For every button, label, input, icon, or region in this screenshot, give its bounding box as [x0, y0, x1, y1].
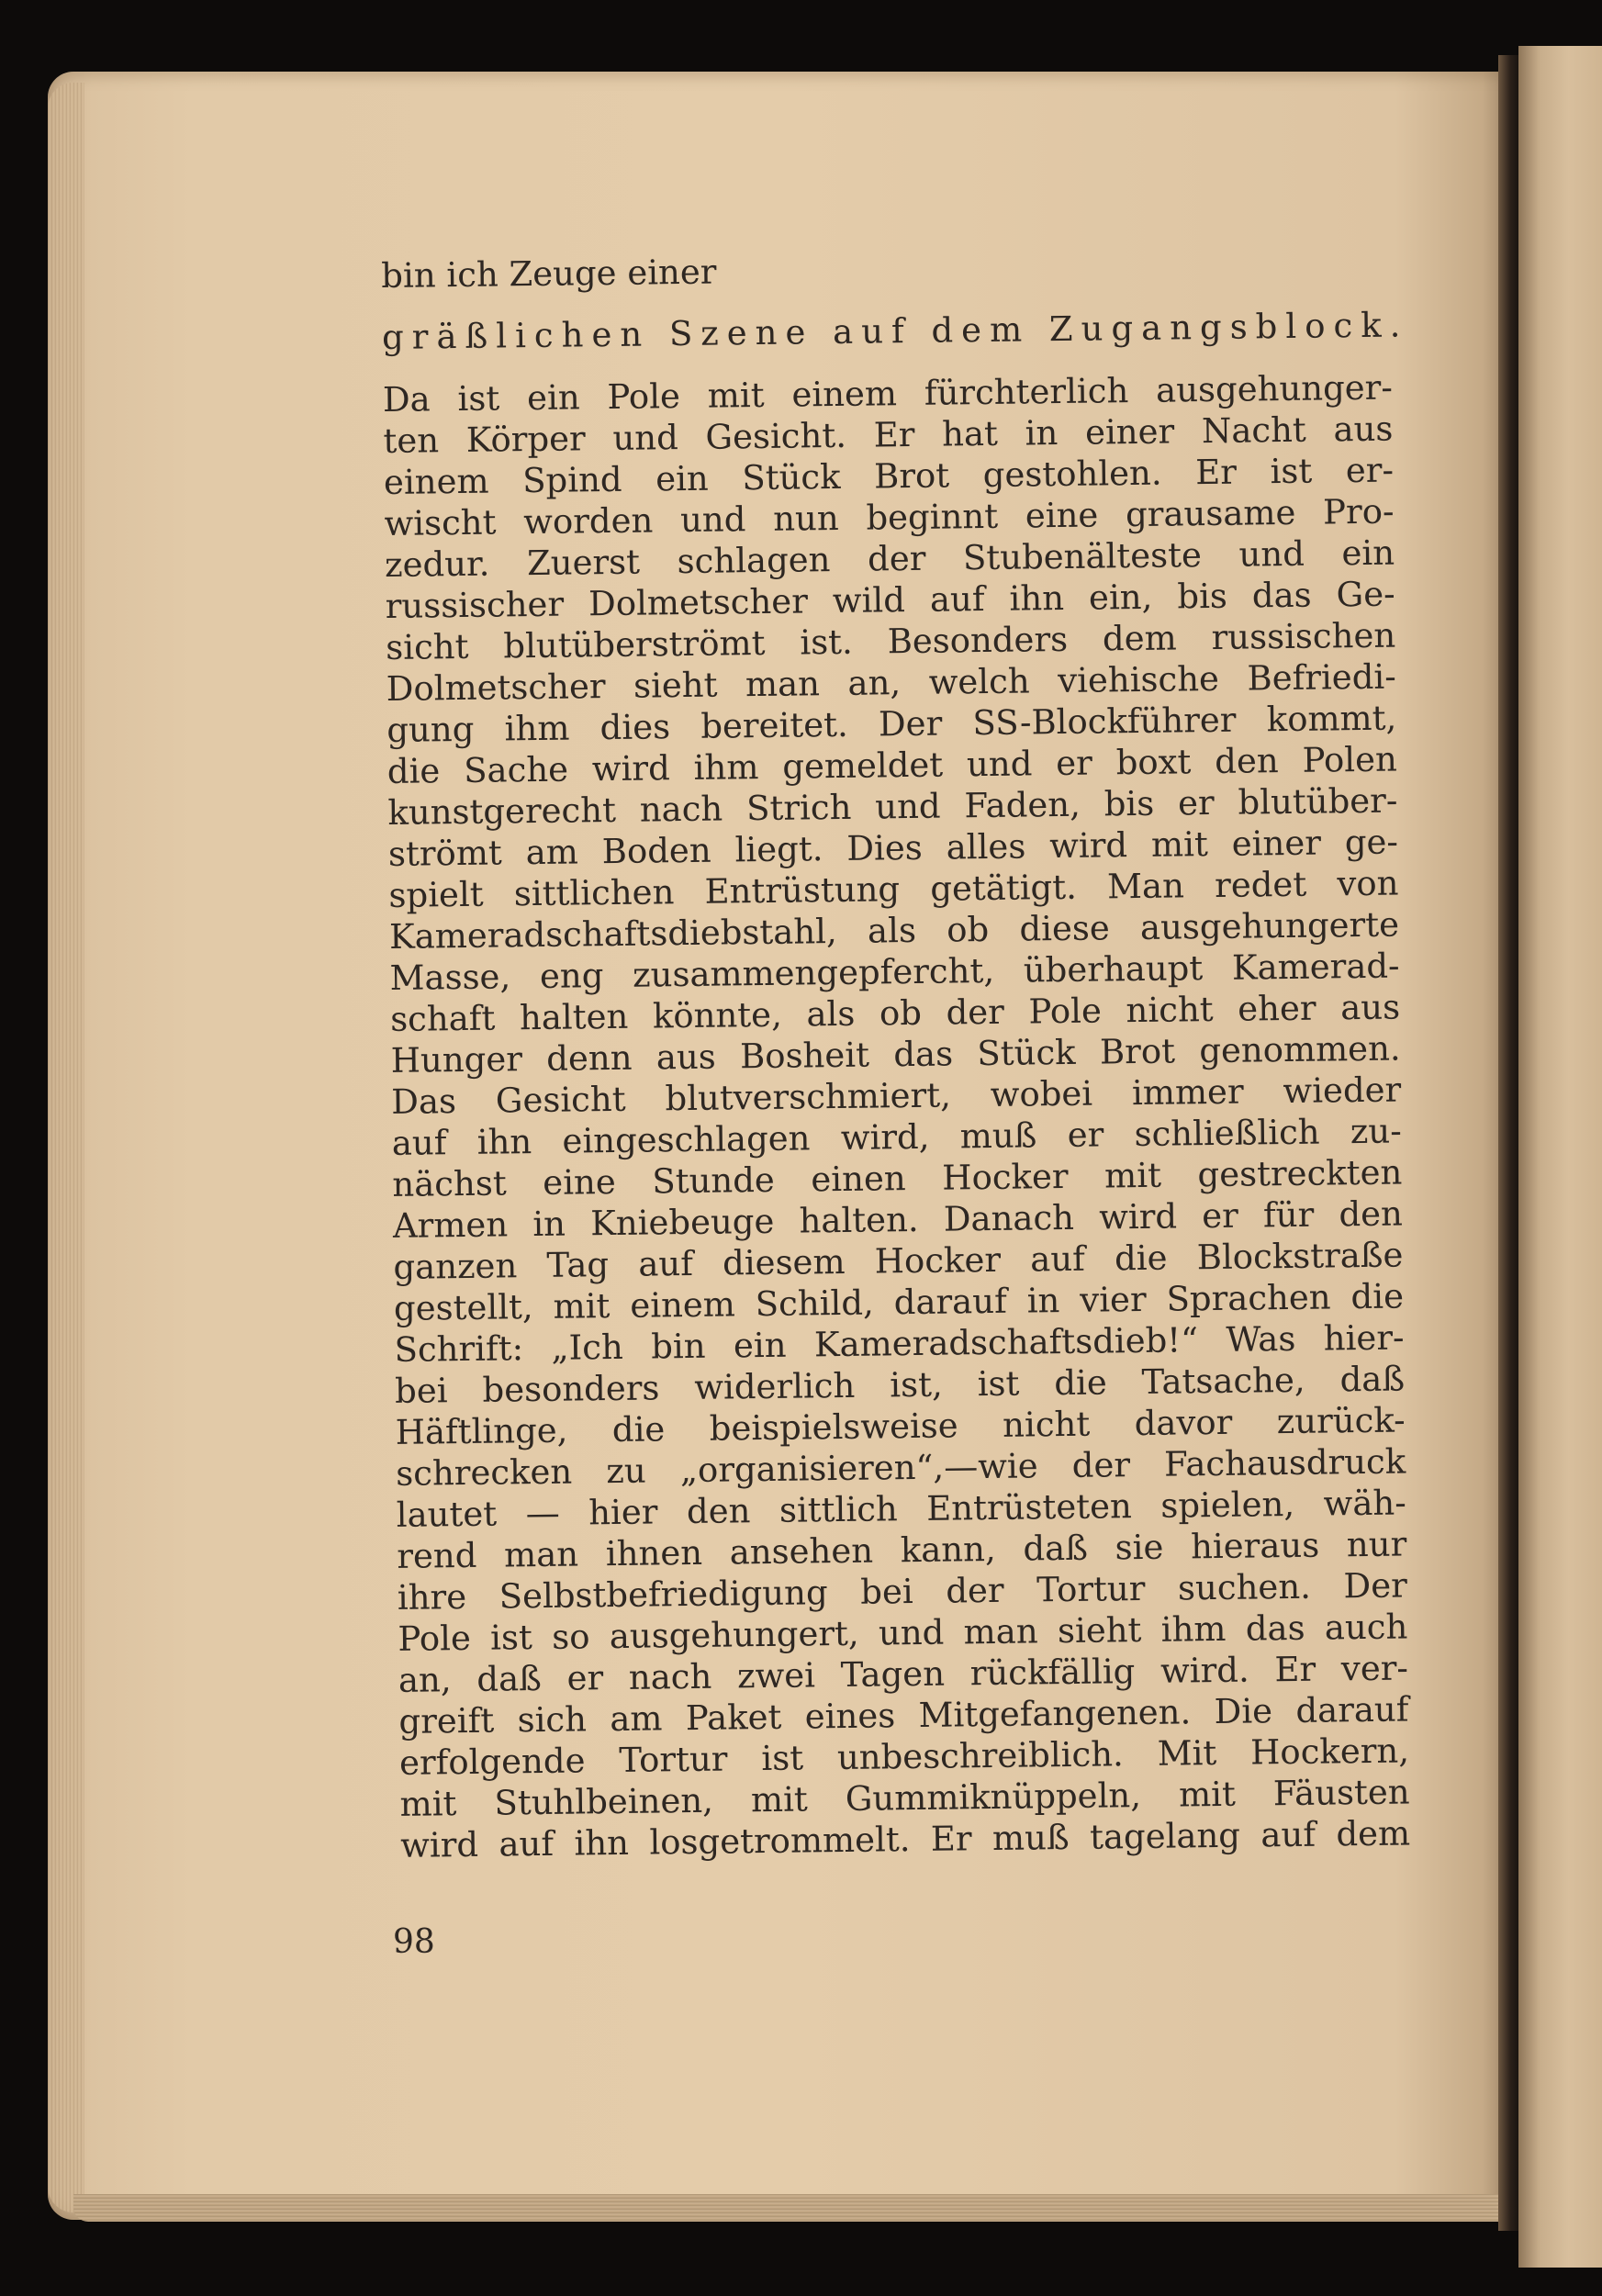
text-line: Häftlinge, die beispielsweise nicht davor zurück-	[395, 1400, 1406, 1452]
next-page-sliver	[1518, 46, 1602, 2268]
body-text	[381, 243, 1410, 1866]
page-bottom-edge	[73, 2194, 1506, 2222]
text-line: zedur. Zuerst schlagen der Stubenälteste und ein	[384, 532, 1395, 585]
text-line: strömt am Boden liegt. Dies alles wird mit einer ge-	[387, 822, 1399, 874]
text-line: Kameradschaftsdiebstahl, als ob diese ausgehungerte	[388, 904, 1400, 957]
text-line: greift sich am Paket eines Mitgefangenen. Die darauf	[398, 1689, 1409, 1742]
text-line: nächst eine Stunde einen Hocker mit gestreckten	[392, 1152, 1403, 1204]
section-heading: gräßlichen Szene auf dem Zugangsblock.	[381, 305, 1409, 357]
text-line: schaft halten könnte, als ob der Pole nicht eher aus	[389, 987, 1401, 1039]
text-line: erfolgende Tortur ist unbeschreiblich. Mit Hockern,	[398, 1730, 1410, 1783]
text-line: wird auf ihn losgetrommelt. Er muß tagelang auf dem	[399, 1813, 1411, 1865]
text-line: ganzen Tag auf diesem Hocker auf die Blockstraße	[393, 1235, 1404, 1287]
text-line: Hunger denn aus Bosheit das Stück Brot genommen.	[390, 1028, 1401, 1081]
text-line: Da ist ein Pole mit einem fürchterlich ausgehunger-	[382, 367, 1394, 420]
text-line: auf ihn eingeschlagen wird, muß er schließlich zu-	[391, 1111, 1403, 1163]
book-gutter	[1498, 55, 1518, 2231]
text-line: Das Gesicht blutverschmiert, wobei immer wieder	[391, 1070, 1402, 1122]
text-line: einem Spind ein Stück Brot gestohlen. Er ist er-	[383, 450, 1395, 502]
text-line: mit Stuhlbeinen, mit Gummiknüppeln, mit Fäusten	[399, 1772, 1410, 1824]
text-line: ihre Selbstbefriedigung bei der Tortur suchen. Der	[397, 1565, 1408, 1618]
text-line: schrecken zu „organisieren“,—wie der Fachausdruck	[395, 1441, 1406, 1494]
text-line: gestellt, mit einem Schild, darauf in vier Sprachen die	[393, 1276, 1405, 1328]
text-line: die Sache wird ihm gemeldet und er boxt den Polen	[386, 739, 1398, 791]
page-edge	[48, 83, 84, 2212]
text-line: Masse, eng zusammengepfercht, überhaupt Kamerad-	[389, 946, 1400, 998]
text-line: Armen in Kniebeuge halten. Danach wird er für den	[392, 1193, 1404, 1246]
text-line: Schrift: „Ich bin ein Kameradschaftsdieb!“ Was hier-	[394, 1317, 1405, 1370]
text-line: Pole ist so ausgehungert, und man sieht ihm das auch	[398, 1607, 1408, 1659]
text-line: spielt sittlichen Entrüstung getätigt. Man redet von	[388, 863, 1399, 915]
text-line: russischer Dolmetscher wild auf ihn ein, bis das Ge-	[385, 574, 1395, 626]
text-line: sicht blutüberströmt ist. Besonders dem russischen	[385, 615, 1396, 667]
intro-line: bin ich Zeuge einer	[381, 252, 717, 296]
text-line: rend man ihnen ansehen kann, daß sie hieraus nur	[397, 1524, 1407, 1576]
page-number: 98	[393, 1923, 435, 1961]
text-line: wischt worden und nun beginnt eine grausame Pro-	[384, 491, 1395, 543]
text-line: gung ihm dies bereitet. Der SS-Blockführer kommt,	[386, 698, 1397, 750]
paragraph	[383, 367, 1411, 1866]
text-line: an, daß er nach zwei Tagen rückfällig wird. Er ver-	[398, 1648, 1409, 1700]
text-line: ten Körper und Gesicht. Er hat in einer Nacht aus	[383, 409, 1394, 461]
text-line: lautet — hier den sittlich Entrüsteten spielen, wäh-	[396, 1483, 1406, 1535]
text-line: kunstgerecht nach Strich und Faden, bis er blutüber-	[387, 780, 1398, 833]
text-line: bei besonders widerlich ist, ist die Tatsache, daß	[394, 1359, 1406, 1411]
text-line: Dolmetscher sieht man an, welch viehische Befriedi-	[386, 656, 1396, 709]
